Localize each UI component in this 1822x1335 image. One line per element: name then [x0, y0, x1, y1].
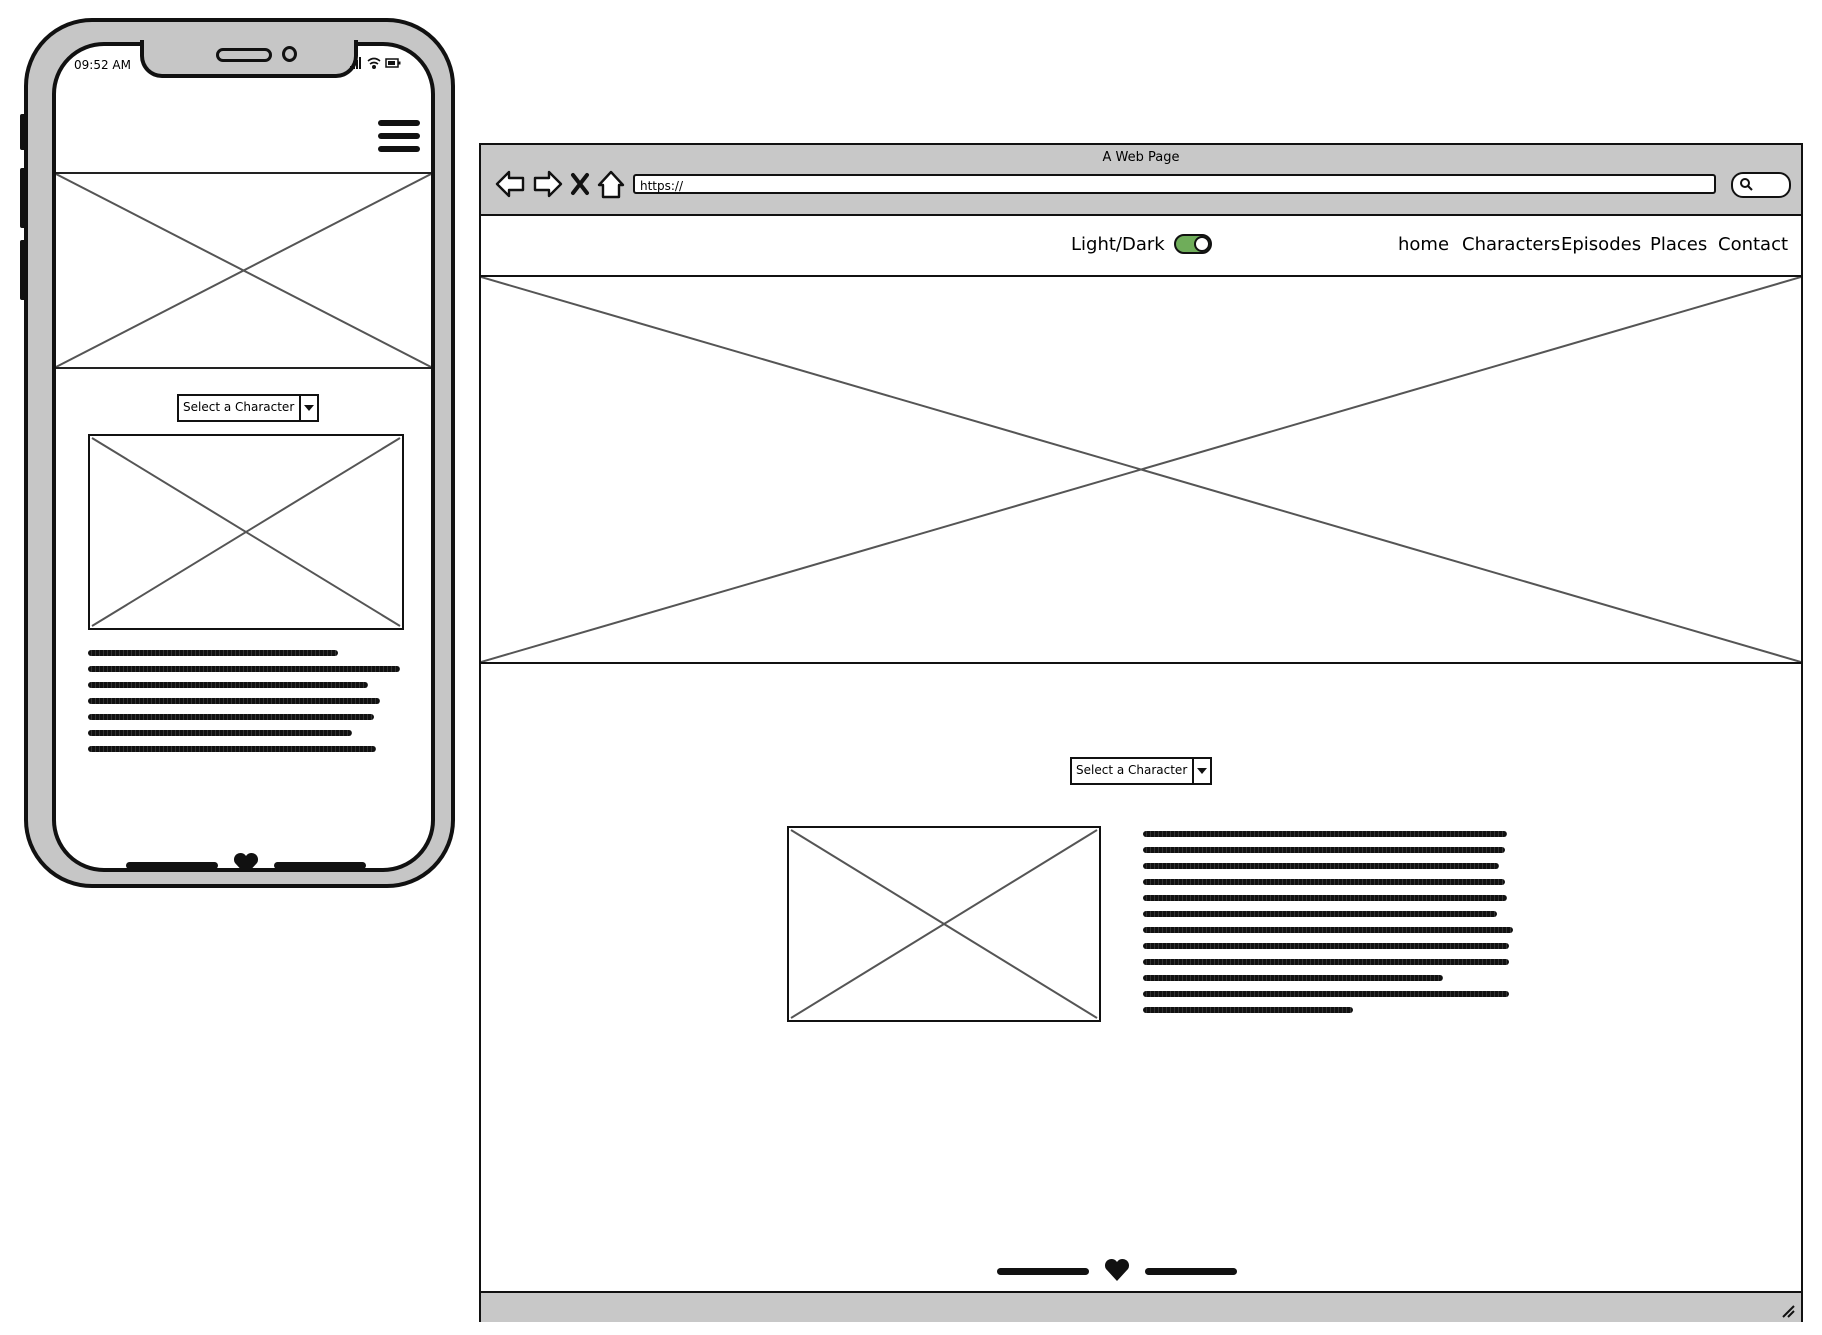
browser-chrome — [481, 145, 1801, 216]
footer-scribble-left — [126, 862, 218, 869]
nav-link-home[interactable]: home — [1398, 234, 1450, 255]
phone-hero-image-placeholder — [56, 172, 431, 369]
phone-character-description-scribble — [88, 650, 404, 762]
nav-link-contact[interactable]: Contact — [1718, 234, 1789, 255]
character-select[interactable] — [177, 394, 319, 422]
phone-screen — [52, 42, 435, 872]
theme-toggle-switch[interactable] — [1174, 234, 1212, 254]
phone-mockup — [24, 18, 455, 886]
phone-character-image-placeholder — [88, 434, 404, 630]
speaker-icon — [216, 48, 272, 62]
nav-link-places[interactable]: Places — [1650, 234, 1708, 255]
desktop-hero-image-placeholder — [481, 277, 1801, 664]
forward-arrow-icon — [535, 172, 561, 196]
camera-icon — [282, 46, 297, 62]
desktop-character-description-scribble — [1143, 831, 1515, 1023]
hamburger-icon[interactable] — [378, 120, 420, 158]
footer-scribble-right — [274, 862, 366, 869]
dropdown-arrow-icon — [299, 396, 317, 420]
footer-scribble-left — [997, 1268, 1089, 1275]
character-select-label: Select a Character — [183, 400, 295, 414]
nav-link-characters[interactable]: Characters — [1462, 234, 1561, 255]
battery-icon — [386, 59, 401, 67]
dropdown-arrow-icon — [1192, 759, 1210, 783]
desktop-footer — [997, 1258, 1241, 1284]
browser-window — [479, 143, 1803, 1322]
search-icon — [1739, 177, 1753, 191]
phone-footer — [126, 852, 370, 872]
status-time: 09:52 AM — [74, 58, 131, 72]
browser-title: A Web Page — [1102, 150, 1180, 165]
character-select-desktop-label: Select a Character — [1076, 763, 1188, 777]
url-bar[interactable]: https:// — [633, 174, 1716, 194]
heart-icon — [233, 852, 259, 872]
desktop-character-image-placeholder — [787, 826, 1101, 1022]
theme-toggle-label: Light/Dark — [1071, 234, 1165, 255]
status-icons — [350, 56, 406, 70]
character-select-desktop[interactable] — [1070, 757, 1212, 785]
resize-grip-icon[interactable] — [1779, 1302, 1795, 1318]
wifi-icon — [368, 59, 380, 69]
home-icon — [599, 172, 623, 197]
browser-search-button[interactable] — [1731, 172, 1791, 198]
footer-scribble-right — [1145, 1268, 1237, 1275]
nav-link-episodes[interactable]: Episodes — [1561, 234, 1642, 255]
close-icon — [573, 175, 587, 193]
browser-status-bar — [481, 1291, 1801, 1322]
heart-icon — [1104, 1258, 1130, 1282]
browser-nav-controls — [495, 167, 630, 201]
site-nav-bar — [481, 216, 1801, 277]
phone-frame — [24, 18, 455, 888]
phone-notch — [140, 40, 358, 78]
back-arrow-icon — [497, 172, 523, 196]
signal-icon — [350, 57, 361, 69]
